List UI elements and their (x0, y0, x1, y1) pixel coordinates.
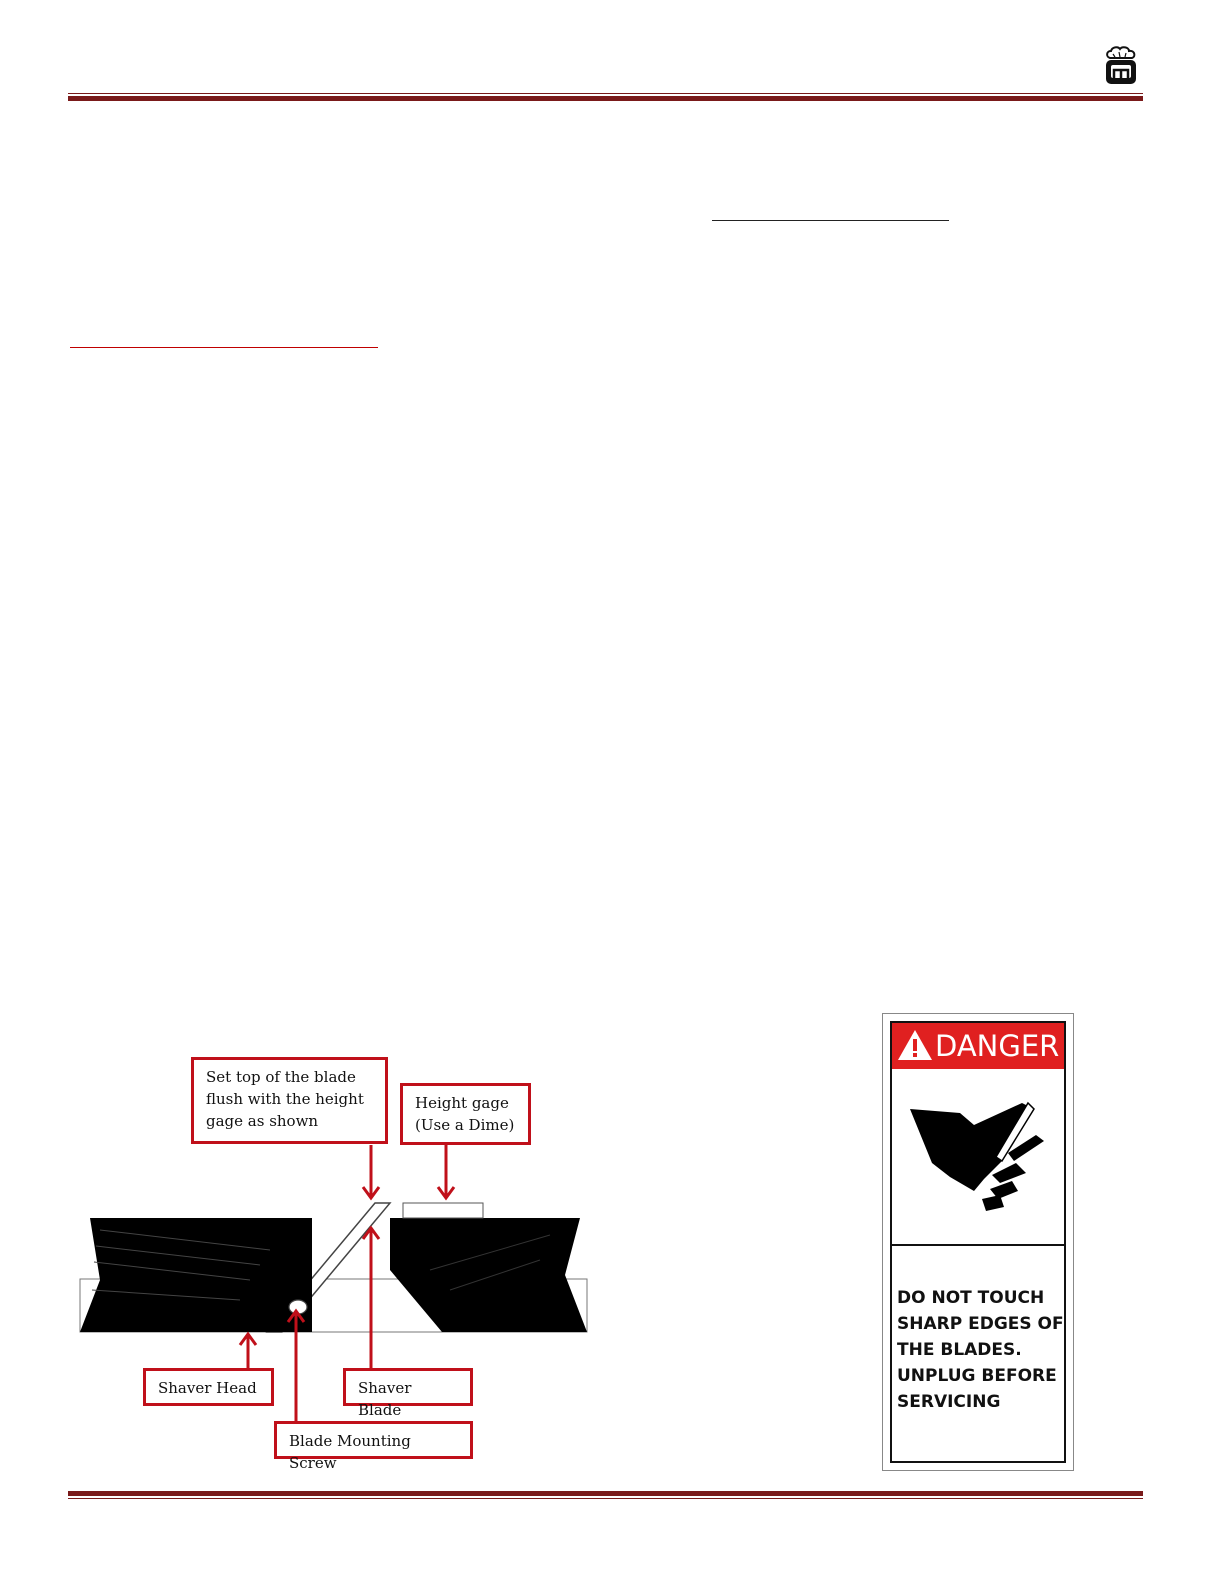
footer-rule (68, 1491, 1143, 1496)
danger-message: DO NOT TOUCH SHARP EDGES OF THE BLADES. UNPLUG BEFORE SERVICING (897, 1288, 1064, 1412)
height-gage-dime (403, 1203, 483, 1218)
danger-label-frame (890, 1021, 1066, 1463)
footer-rule-thin (68, 1498, 1143, 1499)
header-rule-thin (68, 93, 1143, 94)
danger-header (892, 1023, 1064, 1069)
danger-label (882, 1013, 1074, 1471)
danger-divider (892, 1244, 1064, 1246)
warning-triangle-icon (896, 1028, 934, 1075)
danger-title: DANGER (935, 1029, 1060, 1063)
callout-blade-mounting-screw: Blade Mounting Screw (274, 1421, 473, 1459)
callout-shaver-blade: Shaver Blade (343, 1368, 473, 1406)
blank-underline (712, 220, 949, 221)
callout-set-top-of-blade: Set top of the blade flush with the height gage as shown (191, 1057, 388, 1144)
red-underline (70, 347, 378, 348)
logo (1101, 44, 1141, 86)
shaver-head-right (390, 1218, 587, 1332)
hand-cut-blade-icon (902, 1095, 1062, 1225)
chef-hat-m-logo-icon (1101, 44, 1141, 86)
callout-shaver-head: Shaver Head (143, 1368, 274, 1406)
header-rule (68, 96, 1143, 101)
callout-height-gage: Height gage (Use a Dime) (400, 1083, 531, 1145)
